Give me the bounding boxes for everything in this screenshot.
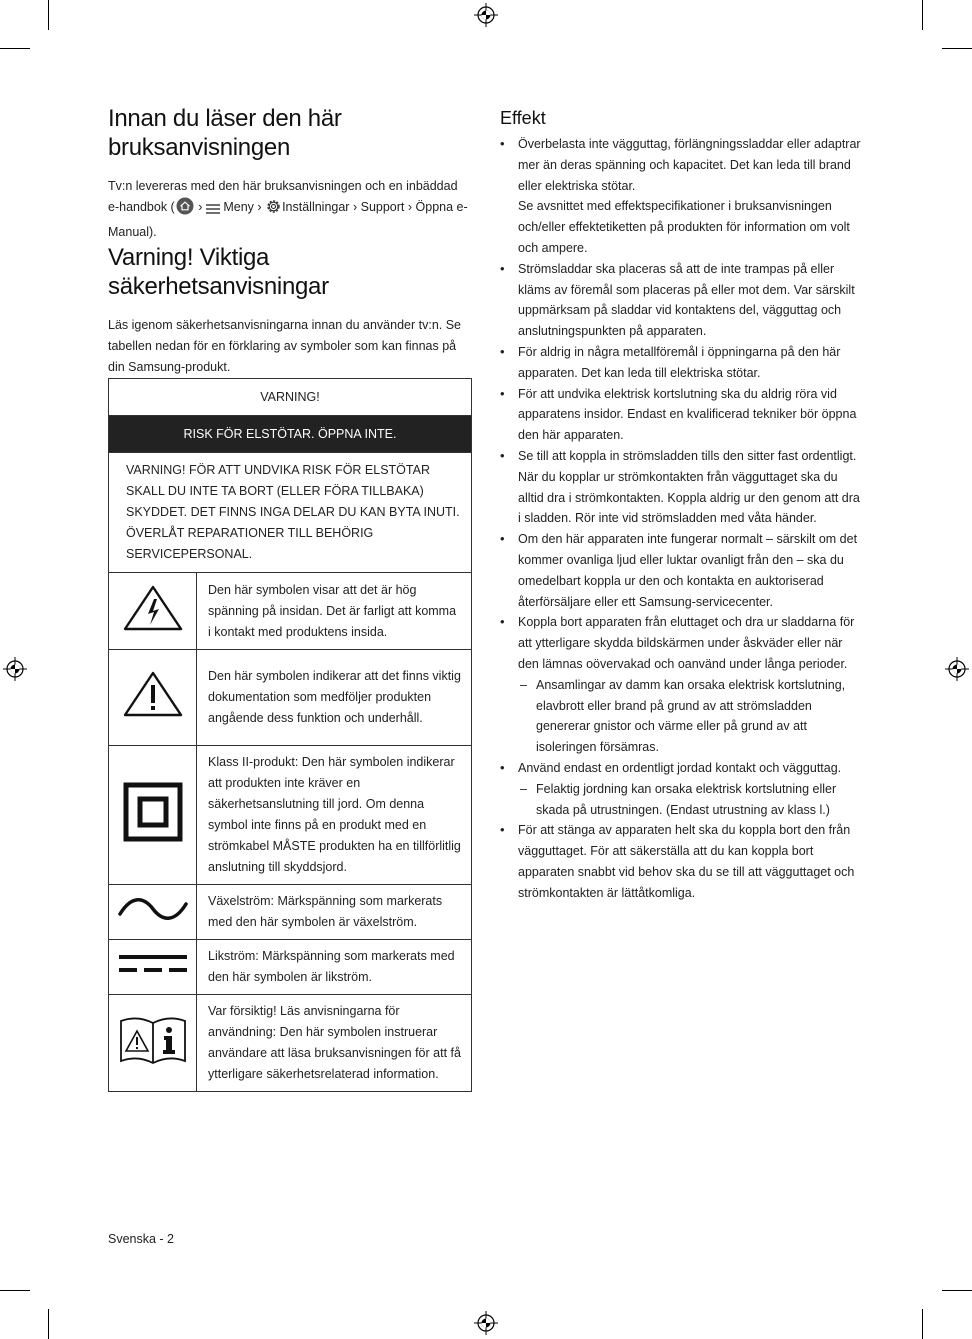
list-item-text: • Se till att koppla in strömsladden tills den sitter fast ordentligt. När du kopplar ur strömkontakten från vägguttaget ska du alltid dra i strömkontakten. Koppla aldrig ur den genom att dra i sladden. Rör inte vid strömsladden med våta händer. xyxy=(518,448,860,526)
settings-label: Inställningar xyxy=(282,200,350,214)
ac-current-icon xyxy=(109,885,197,940)
intro-text: Tv:n levereras med den här bruksanvisningen och en inbäddad e-handbok ( xyxy=(108,179,458,214)
exclamation-warning-icon xyxy=(109,650,197,746)
list-item xyxy=(500,529,866,612)
list-item xyxy=(500,446,866,529)
list-item-text: • Om den här apparaten inte fungerar normalt – särskilt om det kommer ovanliga ljud eller luktar ovanligt från den – ska du omedelbart koppla ur den och kontakta en auktoriserad återförsäljare eller ett Samsung-servicecenter. xyxy=(518,532,858,609)
table-header: VARNING! xyxy=(109,379,472,416)
table-row xyxy=(109,650,472,746)
list-item-text: • Koppla bort apparaten från eluttaget och dra ur sladdarna för att ytterligare skydda bildskärmen under åskväder eller när den lämnas oövervakad och oanvänd under långa perioder. xyxy=(518,615,855,671)
right-column xyxy=(500,104,866,903)
sub-list-item: – Ansamlingar av damm kan orsaka elektrisk kortslutning, elavbrott eller brand på grund av att strömsladden genererar gnistor och värme eller på grund av att isoleringen försämras. xyxy=(518,675,866,758)
chevron-right-icon: › xyxy=(352,200,358,214)
table-row-text: Likström: Märkspänning som markerats med den här symbolen är likström. xyxy=(197,940,472,995)
crop-mark xyxy=(922,1309,923,1339)
list-item xyxy=(500,758,866,820)
table-row-text: Var försiktig! Läs anvisningarna för användning: Den här symbolen instruerar användare att läsa bruksanvisningen för att få ytterligare säkerhetsrelaterad information. xyxy=(197,995,472,1092)
class-ii-icon xyxy=(109,746,197,885)
crop-mark xyxy=(48,0,49,30)
menu-label: Meny xyxy=(223,200,254,214)
table-row-text: Den här symbolen visar att det är hög spänning på insidan. Det är farligt att komma i kontakt med produktens insida. xyxy=(197,573,472,650)
page-title: Innan du läser den här bruksanvisningen xyxy=(108,105,342,161)
list-item xyxy=(500,384,866,446)
list-item-text: • För att undvika elektrisk kortslutning ska du aldrig röra vid apparatens insidor. Endast en kvalificerad tekniker bör öppna den här apparaten. xyxy=(518,386,857,443)
section-title-effekt: Effekt xyxy=(500,108,546,128)
intro-paragraph xyxy=(108,176,472,243)
table-row xyxy=(109,885,472,940)
registration-mark-icon xyxy=(474,1311,498,1335)
registration-mark-icon xyxy=(945,657,969,681)
list-item-extra: Se avsnittet med effektspecifikationer i bruksanvisningen och/eller effektetiketten på produkten för information om volt och ampere. xyxy=(518,199,850,255)
high-voltage-icon xyxy=(109,573,197,650)
table-warning-text: VARNING! FÖR ATT UNDVIKA RISK FÖR ELSTÖTAR SKALL DU INTE TA BORT (ELLER FÖRA TILLBAKA) SKYDDET. DET FINNS INGA DELAR DU KAN BYTA INUTI. ÖVERLÅT REPARATIONER TILL BEHÖRIG SERVICEPERSONAL. xyxy=(109,453,472,573)
read-manual-icon xyxy=(109,995,197,1092)
list-item-text: • Använd endast en ordentligt jordad kontakt och vägguttag. xyxy=(518,760,842,775)
list-item xyxy=(500,342,866,384)
table-row xyxy=(109,940,472,995)
support-label: Support xyxy=(360,200,405,214)
table-row xyxy=(109,573,472,650)
sub-list-item: – Felaktig jordning kan orsaka elektrisk kortslutning eller skada på utrustningen. (Endast utrustning av klass l.) xyxy=(518,779,866,821)
crop-mark xyxy=(48,1309,49,1339)
list-item xyxy=(500,134,866,259)
registration-mark-icon xyxy=(3,657,27,681)
warning-intro: Läs igenom säkerhetsanvisningarna innan du använder tv:n. Se tabellen nedan för en förklaring av symboler som kan finnas på din Samsung-produkt. xyxy=(108,318,462,374)
dc-current-icon xyxy=(109,940,197,995)
menu-icon xyxy=(206,201,220,222)
table-row-text: Den här symbolen indikerar att det finns viktig dokumentation som medföljer produkten angående dess funktion och underhåll. xyxy=(197,650,472,746)
crop-mark xyxy=(942,48,972,49)
left-column xyxy=(108,104,472,1092)
power-bullet-list xyxy=(500,134,866,903)
home-icon xyxy=(175,197,195,222)
list-item-text: • För aldrig in några metallföremål i öppningarna på den här apparaten. Det kan leda till elektriska stötar. xyxy=(518,344,841,380)
open-emanual-label: Öppna e-Manual xyxy=(108,200,468,239)
list-item-text: • Överbelasta inte vägguttag, förlängningssladdar eller adaptrar mer än deras spänning och kapacitet. Det kan leda till brand eller elektriska stötar. xyxy=(518,137,861,193)
table-row xyxy=(109,746,472,885)
crop-mark xyxy=(0,1290,30,1291)
crop-mark xyxy=(0,48,30,49)
list-item xyxy=(500,820,866,903)
crop-mark xyxy=(922,0,923,30)
chevron-right-icon: › xyxy=(407,200,413,214)
sub-list xyxy=(518,779,866,821)
intro-suffix: ). xyxy=(149,225,157,239)
chevron-right-icon: › xyxy=(257,200,262,214)
table-row-text: Klass II-produkt: Den här symbolen indikerar att produkten inte kräver en säkerhetsanslutning till jord. Om denna symbol inte finns på en produkt med en strömkabel MÅSTE produkten ha en tillförlitlig anslutning till skyddsjord. xyxy=(197,746,472,885)
table-risk-banner: RISK FÖR ELSTÖTAR. ÖPPNA INTE. xyxy=(109,416,472,453)
crop-mark xyxy=(942,1290,972,1291)
chevron-right-icon: › xyxy=(198,200,203,214)
registration-mark-icon xyxy=(474,3,498,27)
list-item xyxy=(500,259,866,342)
list-item xyxy=(500,612,866,758)
gear-icon xyxy=(265,198,282,222)
list-item-text: • För att stänga av apparaten helt ska du koppla bort den från vägguttaget. För att säkerställa att du kan koppla bort apparaten snabbt vid behov ska du se till att vägguttaget och strömkontakten är lättåtkomliga. xyxy=(518,823,855,900)
page-footer: Svenska - 2 xyxy=(108,1232,175,1246)
sub-list xyxy=(518,675,866,758)
symbol-table xyxy=(108,378,472,1092)
list-item-text: • Strömsladdar ska placeras så att de inte trampas på eller kläms av föremål som placeras på eller mot dem. Var särskilt uppmärksam på sladdar vid kontaktens del, vägguttag och anslutningspunkten på apparaten. xyxy=(518,261,855,339)
table-row-text: Växelström: Märkspänning som markerats med den här symbolen är växelström. xyxy=(197,885,472,940)
warning-title: Varning! Viktiga säkerhetsanvisningar xyxy=(108,244,329,300)
table-row xyxy=(109,995,472,1092)
